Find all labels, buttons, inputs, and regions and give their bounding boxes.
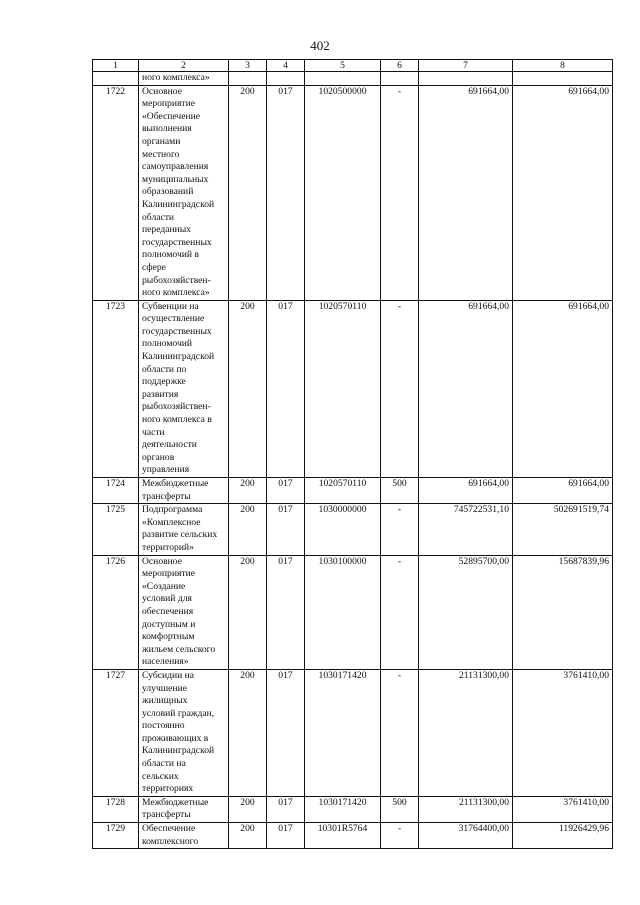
- code-cell: 017: [267, 796, 305, 822]
- column-header: 5: [305, 60, 381, 72]
- row-number-cell: 1727: [93, 669, 139, 796]
- target-code-cell: 1020570110: [305, 300, 381, 477]
- row-number-cell: 1723: [93, 300, 139, 477]
- code-cell: 017: [267, 504, 305, 555]
- table-row: [93, 823, 613, 849]
- code-cell: 200: [229, 796, 267, 822]
- table-row: [93, 555, 613, 669]
- table-row: [93, 72, 613, 86]
- code-cell: 017: [267, 555, 305, 669]
- header-row: [93, 60, 613, 72]
- target-code-cell: 1030000000: [305, 504, 381, 555]
- item-name-cell: ного комплекса»: [139, 72, 229, 86]
- code-cell: 200: [229, 85, 267, 300]
- target-code-cell: 1030171420: [305, 669, 381, 796]
- amount-cell: 691664,00: [419, 85, 513, 300]
- item-name-cell: Основное мероприятие «Обеспечение выполнения органами местного самоуправления муниципальных образований Калининградской области переданных государственных полномочий в сфере рыбохозяйствен- ного комплекса»: [139, 85, 229, 300]
- code-cell: 017: [267, 823, 305, 849]
- code-cell: 017: [267, 300, 305, 477]
- amount-cell: 15687839,96: [513, 555, 613, 669]
- code-cell: 017: [267, 478, 305, 504]
- item-name-cell: Обеспечение комплексного: [139, 823, 229, 849]
- amount-cell: 691664,00: [513, 85, 613, 300]
- amount-cell: 3761410,00: [513, 796, 613, 822]
- row-number-cell: 1722: [93, 85, 139, 300]
- code-cell: [229, 72, 267, 86]
- code-cell: 200: [229, 478, 267, 504]
- amount-cell: 21131300,00: [419, 796, 513, 822]
- row-number-cell: 1725: [93, 504, 139, 555]
- amount-cell: 11926429,96: [513, 823, 613, 849]
- target-code-cell: 1030171420: [305, 796, 381, 822]
- row-number-cell: 1726: [93, 555, 139, 669]
- amount-cell: 31764400,00: [419, 823, 513, 849]
- expense-type-cell: -: [381, 504, 419, 555]
- table-row: [93, 669, 613, 796]
- code-cell: 200: [229, 300, 267, 477]
- amount-cell: 691664,00: [419, 300, 513, 477]
- expense-type-cell: 500: [381, 478, 419, 504]
- amount-cell: 691664,00: [513, 478, 613, 504]
- item-name-cell: Субвенции на осуществление государственных полномочий Калининградской области по поддержке развития рыбохозяйствен- ного комплекса в части деятельности органов управления: [139, 300, 229, 477]
- amount-cell: [513, 72, 613, 86]
- amount-cell: 21131300,00: [419, 669, 513, 796]
- column-header: 2: [139, 60, 229, 72]
- row-number-cell: [93, 72, 139, 86]
- expense-type-cell: -: [381, 300, 419, 477]
- budget-table: [92, 59, 613, 849]
- target-code-cell: [305, 72, 381, 86]
- row-number-cell: 1728: [93, 796, 139, 822]
- page-number: 402: [310, 38, 330, 53]
- code-cell: 200: [229, 823, 267, 849]
- table-row: [93, 504, 613, 555]
- column-header: 7: [419, 60, 513, 72]
- table-row: [93, 796, 613, 822]
- column-header: 8: [513, 60, 613, 72]
- expense-type-cell: -: [381, 85, 419, 300]
- code-cell: 200: [229, 555, 267, 669]
- amount-cell: [419, 72, 513, 86]
- amount-cell: 3761410,00: [513, 669, 613, 796]
- column-header: 6: [381, 60, 419, 72]
- target-code-cell: 10301R5764: [305, 823, 381, 849]
- table-row: [93, 85, 613, 300]
- amount-cell: 52895700,00: [419, 555, 513, 669]
- amount-cell: 691664,00: [513, 300, 613, 477]
- code-cell: 017: [267, 85, 305, 300]
- table-row: [93, 300, 613, 477]
- item-name-cell: Субсидии на улучшение жилищных условий граждан, постоянно проживающих в Калининградской области на сельских территориях: [139, 669, 229, 796]
- code-cell: 200: [229, 504, 267, 555]
- expense-type-cell: -: [381, 669, 419, 796]
- expense-type-cell: 500: [381, 796, 419, 822]
- code-cell: 017: [267, 669, 305, 796]
- item-name-cell: Подпрограмма «Комплексное развитие сельских территорий»: [139, 504, 229, 555]
- item-name-cell: Межбюджетные трансферты: [139, 478, 229, 504]
- target-code-cell: 1020500000: [305, 85, 381, 300]
- expense-type-cell: -: [381, 555, 419, 669]
- code-cell: [267, 72, 305, 86]
- column-header: 3: [229, 60, 267, 72]
- column-header: 4: [267, 60, 305, 72]
- table-row: [93, 478, 613, 504]
- row-number-cell: 1724: [93, 478, 139, 504]
- item-name-cell: Основное мероприятие «Создание условий для обеспечения доступным и комфортным жильем сельского населения»: [139, 555, 229, 669]
- target-code-cell: 1020570110: [305, 478, 381, 504]
- item-name-cell: Межбюджетные трансферты: [139, 796, 229, 822]
- code-cell: 200: [229, 669, 267, 796]
- column-header: 1: [93, 60, 139, 72]
- amount-cell: 745722531,10: [419, 504, 513, 555]
- target-code-cell: 1030100000: [305, 555, 381, 669]
- amount-cell: 502691519,74: [513, 504, 613, 555]
- expense-type-cell: [381, 72, 419, 86]
- amount-cell: 691664,00: [419, 478, 513, 504]
- row-number-cell: 1729: [93, 823, 139, 849]
- expense-type-cell: -: [381, 823, 419, 849]
